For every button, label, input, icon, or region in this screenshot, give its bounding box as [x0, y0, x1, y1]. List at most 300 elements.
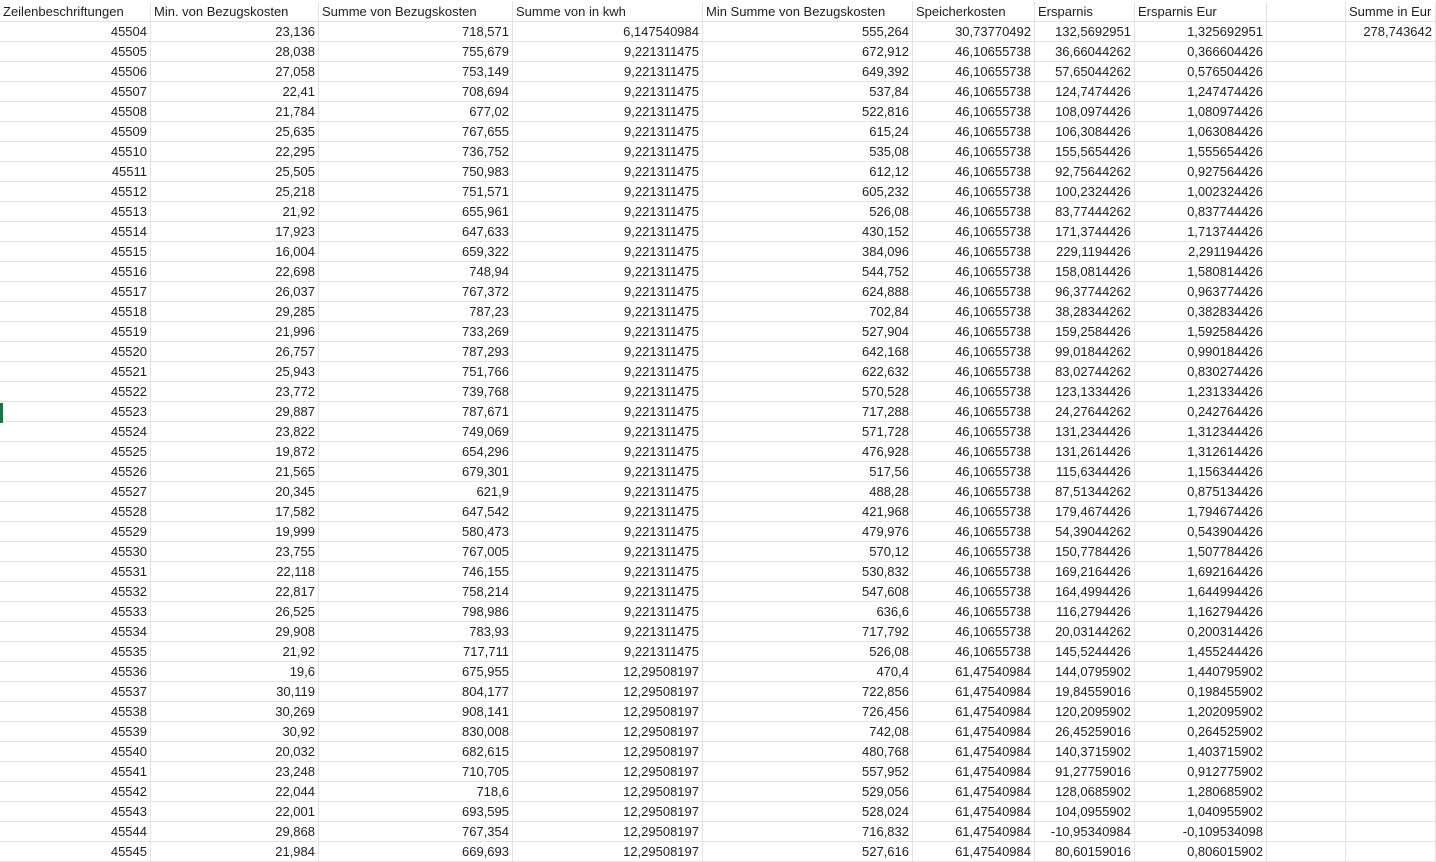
table-cell[interactable] [1267, 382, 1346, 402]
table-cell[interactable]: 0,927564426 [1135, 162, 1267, 182]
table-cell[interactable]: 12,29508197 [513, 822, 703, 842]
table-cell[interactable]: 12,29508197 [513, 702, 703, 722]
table-cell[interactable] [1346, 662, 1436, 682]
table-cell[interactable]: 605,232 [703, 182, 913, 202]
table-cell[interactable] [1346, 122, 1436, 142]
table-cell[interactable]: 46,10655738 [913, 482, 1035, 502]
table-cell[interactable]: 45531 [0, 562, 151, 582]
table-cell[interactable] [1346, 722, 1436, 742]
table-cell[interactable]: 80,60159016 [1035, 842, 1135, 862]
table-cell[interactable]: 30,119 [151, 682, 319, 702]
table-cell[interactable]: 45540 [0, 742, 151, 762]
table-cell[interactable]: 45523 [0, 402, 151, 422]
table-cell[interactable] [1267, 682, 1346, 702]
table-cell[interactable]: 46,10655738 [913, 382, 1035, 402]
table-cell[interactable]: 9,221311475 [513, 622, 703, 642]
table-cell[interactable]: 9,221311475 [513, 562, 703, 582]
table-cell[interactable] [1267, 602, 1346, 622]
table-cell[interactable]: 0,576504426 [1135, 62, 1267, 82]
table-cell[interactable]: -0,109534098 [1135, 822, 1267, 842]
table-cell[interactable]: 22,817 [151, 582, 319, 602]
table-cell[interactable]: 83,02744262 [1035, 362, 1135, 382]
table-cell[interactable]: 528,024 [703, 802, 913, 822]
table-cell[interactable] [1346, 402, 1436, 422]
table-cell[interactable]: 9,221311475 [513, 522, 703, 542]
table-cell[interactable]: 45527 [0, 482, 151, 502]
table-cell[interactable]: 45528 [0, 502, 151, 522]
table-cell[interactable]: 26,037 [151, 282, 319, 302]
table-cell[interactable]: 479,976 [703, 522, 913, 542]
table-cell[interactable]: 23,136 [151, 22, 319, 42]
table-cell[interactable]: 12,29508197 [513, 722, 703, 742]
table-cell[interactable]: 22,118 [151, 562, 319, 582]
table-cell[interactable]: 624,888 [703, 282, 913, 302]
table-cell[interactable]: 45536 [0, 662, 151, 682]
table-cell[interactable]: 45516 [0, 262, 151, 282]
table-cell[interactable]: 527,904 [703, 322, 913, 342]
table-cell[interactable]: 104,0955902 [1035, 802, 1135, 822]
table-cell[interactable]: 12,29508197 [513, 762, 703, 782]
table-cell[interactable]: 45541 [0, 762, 151, 782]
table-cell[interactable]: 38,28344262 [1035, 302, 1135, 322]
table-cell[interactable]: 749,069 [319, 422, 513, 442]
table-cell[interactable]: 787,293 [319, 342, 513, 362]
table-cell[interactable]: 96,37744262 [1035, 282, 1135, 302]
header-cell[interactable]: Summe in Eur [1346, 2, 1436, 22]
table-cell[interactable]: 767,372 [319, 282, 513, 302]
table-cell[interactable]: 710,705 [319, 762, 513, 782]
table-cell[interactable]: 45526 [0, 462, 151, 482]
table-cell[interactable]: 29,887 [151, 402, 319, 422]
table-cell[interactable] [1267, 402, 1346, 422]
table-cell[interactable]: 132,5692951 [1035, 22, 1135, 42]
table-cell[interactable]: 106,3084426 [1035, 122, 1135, 142]
table-cell[interactable]: 46,10655738 [913, 142, 1035, 162]
table-cell[interactable]: 61,47540984 [913, 722, 1035, 742]
table-cell[interactable]: 9,221311475 [513, 362, 703, 382]
table-cell[interactable]: 28,038 [151, 42, 319, 62]
table-cell[interactable]: 9,221311475 [513, 202, 703, 222]
table-cell[interactable]: 45517 [0, 282, 151, 302]
table-cell[interactable]: 61,47540984 [913, 802, 1035, 822]
table-cell[interactable]: 384,096 [703, 242, 913, 262]
table-cell[interactable]: 1,231334426 [1135, 382, 1267, 402]
table-cell[interactable] [1267, 142, 1346, 162]
table-cell[interactable]: 45535 [0, 642, 151, 662]
table-cell[interactable]: 0,382834426 [1135, 302, 1267, 322]
table-cell[interactable]: 787,671 [319, 402, 513, 422]
table-cell[interactable]: 9,221311475 [513, 482, 703, 502]
table-cell[interactable]: 669,693 [319, 842, 513, 862]
table-cell[interactable]: 45545 [0, 842, 151, 862]
table-cell[interactable] [1267, 362, 1346, 382]
table-cell[interactable] [1267, 642, 1346, 662]
table-cell[interactable]: 9,221311475 [513, 582, 703, 602]
table-cell[interactable]: 19,999 [151, 522, 319, 542]
table-cell[interactable]: 145,5244426 [1035, 642, 1135, 662]
table-cell[interactable] [1346, 522, 1436, 542]
table-cell[interactable]: 0,200314426 [1135, 622, 1267, 642]
table-cell[interactable]: 46,10655738 [913, 342, 1035, 362]
table-cell[interactable] [1346, 682, 1436, 702]
table-cell[interactable]: 677,02 [319, 102, 513, 122]
table-cell[interactable]: 45521 [0, 362, 151, 382]
table-cell[interactable]: 421,968 [703, 502, 913, 522]
table-cell[interactable]: 580,473 [319, 522, 513, 542]
table-cell[interactable]: 750,983 [319, 162, 513, 182]
table-cell[interactable]: 0,990184426 [1135, 342, 1267, 362]
table-cell[interactable]: 9,221311475 [513, 462, 703, 482]
table-cell[interactable]: 19,84559016 [1035, 682, 1135, 702]
table-cell[interactable]: 0,875134426 [1135, 482, 1267, 502]
table-cell[interactable]: 804,177 [319, 682, 513, 702]
table-cell[interactable]: 537,84 [703, 82, 913, 102]
table-cell[interactable]: 636,6 [703, 602, 913, 622]
table-cell[interactable] [1267, 202, 1346, 222]
table-cell[interactable] [1267, 222, 1346, 242]
table-cell[interactable] [1267, 182, 1346, 202]
table-cell[interactable] [1346, 162, 1436, 182]
header-cell[interactable]: Min Summe von Bezugskosten [703, 2, 913, 22]
table-cell[interactable]: 12,29508197 [513, 662, 703, 682]
table-cell[interactable]: 476,928 [703, 442, 913, 462]
table-cell[interactable]: 1,312344426 [1135, 422, 1267, 442]
table-cell[interactable]: 19,872 [151, 442, 319, 462]
table-cell[interactable]: 746,155 [319, 562, 513, 582]
table-cell[interactable] [1267, 662, 1346, 682]
table-cell[interactable]: 46,10655738 [913, 122, 1035, 142]
table-cell[interactable] [1267, 542, 1346, 562]
table-cell[interactable]: 29,285 [151, 302, 319, 322]
table-cell[interactable]: 1,555654426 [1135, 142, 1267, 162]
table-cell[interactable]: 535,08 [703, 142, 913, 162]
table-cell[interactable]: 755,679 [319, 42, 513, 62]
header-cell[interactable]: Ersparnis [1035, 2, 1135, 22]
table-cell[interactable] [1346, 362, 1436, 382]
table-cell[interactable] [1346, 422, 1436, 442]
table-cell[interactable]: 20,03144262 [1035, 622, 1135, 642]
table-cell[interactable] [1267, 302, 1346, 322]
table-cell[interactable]: 100,2324426 [1035, 182, 1135, 202]
spreadsheet-grid[interactable] [0, 2, 1436, 862]
table-cell[interactable]: 144,0795902 [1035, 662, 1135, 682]
table-cell[interactable]: 19,6 [151, 662, 319, 682]
table-cell[interactable]: 45524 [0, 422, 151, 442]
table-cell[interactable]: 87,51344262 [1035, 482, 1135, 502]
table-cell[interactable]: 12,29508197 [513, 682, 703, 702]
table-cell[interactable]: 26,525 [151, 602, 319, 622]
table-cell[interactable]: 1,063084426 [1135, 122, 1267, 142]
table-cell[interactable]: 753,149 [319, 62, 513, 82]
table-cell[interactable]: 24,27644262 [1035, 402, 1135, 422]
table-cell[interactable]: 99,01844262 [1035, 342, 1135, 362]
table-cell[interactable]: 45525 [0, 442, 151, 462]
table-cell[interactable] [1346, 802, 1436, 822]
table-cell[interactable]: 647,633 [319, 222, 513, 242]
table-cell[interactable] [1267, 822, 1346, 842]
table-cell[interactable]: 9,221311475 [513, 182, 703, 202]
table-cell[interactable] [1346, 462, 1436, 482]
table-cell[interactable]: 25,218 [151, 182, 319, 202]
table-cell[interactable]: 83,77444262 [1035, 202, 1135, 222]
table-cell[interactable]: 46,10655738 [913, 462, 1035, 482]
table-cell[interactable]: 169,2164426 [1035, 562, 1135, 582]
table-cell[interactable]: 45542 [0, 782, 151, 802]
table-cell[interactable]: 12,29508197 [513, 842, 703, 862]
table-cell[interactable]: 61,47540984 [913, 842, 1035, 862]
table-cell[interactable]: 46,10655738 [913, 542, 1035, 562]
table-cell[interactable]: 726,456 [703, 702, 913, 722]
table-cell[interactable]: 1,713744426 [1135, 222, 1267, 242]
table-cell[interactable]: 45513 [0, 202, 151, 222]
table-cell[interactable] [1346, 482, 1436, 502]
table-cell[interactable] [1267, 242, 1346, 262]
table-cell[interactable]: 430,152 [703, 222, 913, 242]
table-cell[interactable]: 647,542 [319, 502, 513, 522]
table-cell[interactable]: 46,10655738 [913, 222, 1035, 242]
table-cell[interactable]: 748,94 [319, 262, 513, 282]
table-cell[interactable]: 767,354 [319, 822, 513, 842]
table-cell[interactable]: 9,221311475 [513, 342, 703, 362]
table-cell[interactable]: 22,044 [151, 782, 319, 802]
table-cell[interactable]: 45539 [0, 722, 151, 742]
table-cell[interactable] [1346, 542, 1436, 562]
table-cell[interactable]: 61,47540984 [913, 782, 1035, 802]
table-cell[interactable] [1267, 322, 1346, 342]
table-cell[interactable]: 9,221311475 [513, 382, 703, 402]
table-cell[interactable]: 45530 [0, 542, 151, 562]
table-cell[interactable]: 702,84 [703, 302, 913, 322]
table-cell[interactable] [1267, 342, 1346, 362]
table-cell[interactable]: 767,005 [319, 542, 513, 562]
table-cell[interactable]: 158,0814426 [1035, 262, 1135, 282]
table-cell[interactable]: 1,692164426 [1135, 562, 1267, 582]
table-cell[interactable]: 22,001 [151, 802, 319, 822]
table-cell[interactable]: 21,784 [151, 102, 319, 122]
table-cell[interactable]: 0,806015902 [1135, 842, 1267, 862]
table-cell[interactable]: 29,868 [151, 822, 319, 842]
table-cell[interactable]: 46,10655738 [913, 422, 1035, 442]
table-cell[interactable] [1346, 242, 1436, 262]
table-cell[interactable]: 61,47540984 [913, 682, 1035, 702]
table-cell[interactable]: 612,12 [703, 162, 913, 182]
table-cell[interactable]: 45520 [0, 342, 151, 362]
table-cell[interactable]: 570,12 [703, 542, 913, 562]
table-cell[interactable] [1346, 602, 1436, 622]
table-cell[interactable]: 115,6344426 [1035, 462, 1135, 482]
table-cell[interactable]: 787,23 [319, 302, 513, 322]
table-cell[interactable]: 1,312614426 [1135, 442, 1267, 462]
table-cell[interactable] [1346, 822, 1436, 842]
table-cell[interactable]: 733,269 [319, 322, 513, 342]
table-cell[interactable]: 798,986 [319, 602, 513, 622]
table-cell[interactable] [1346, 342, 1436, 362]
table-cell[interactable] [1267, 102, 1346, 122]
table-cell[interactable]: 46,10655738 [913, 442, 1035, 462]
table-cell[interactable]: 45529 [0, 522, 151, 542]
table-cell[interactable]: 23,822 [151, 422, 319, 442]
table-cell[interactable]: 9,221311475 [513, 422, 703, 442]
table-cell[interactable]: 555,264 [703, 22, 913, 42]
table-cell[interactable] [1267, 462, 1346, 482]
header-cell[interactable]: Speicherkosten [913, 2, 1035, 22]
table-cell[interactable]: 26,757 [151, 342, 319, 362]
table-cell[interactable]: 12,29508197 [513, 782, 703, 802]
table-cell[interactable]: 61,47540984 [913, 822, 1035, 842]
table-cell[interactable]: 57,65044262 [1035, 62, 1135, 82]
table-cell[interactable]: 54,39044262 [1035, 522, 1135, 542]
table-cell[interactable]: 23,755 [151, 542, 319, 562]
table-cell[interactable]: 46,10655738 [913, 362, 1035, 382]
table-cell[interactable] [1267, 282, 1346, 302]
table-cell[interactable]: 722,856 [703, 682, 913, 702]
table-cell[interactable] [1267, 582, 1346, 602]
table-cell[interactable]: 140,3715902 [1035, 742, 1135, 762]
table-cell[interactable]: 517,56 [703, 462, 913, 482]
table-cell[interactable]: 1,280685902 [1135, 782, 1267, 802]
table-cell[interactable]: 108,0974426 [1035, 102, 1135, 122]
table-cell[interactable]: 9,221311475 [513, 162, 703, 182]
table-cell[interactable]: 120,2095902 [1035, 702, 1135, 722]
table-cell[interactable]: 123,1334426 [1035, 382, 1135, 402]
table-cell[interactable]: 61,47540984 [913, 762, 1035, 782]
table-cell[interactable]: 30,92 [151, 722, 319, 742]
table-cell[interactable]: 526,08 [703, 202, 913, 222]
table-cell[interactable]: 61,47540984 [913, 742, 1035, 762]
table-cell[interactable]: 655,961 [319, 202, 513, 222]
table-cell[interactable]: 27,058 [151, 62, 319, 82]
table-cell[interactable]: 46,10655738 [913, 622, 1035, 642]
table-cell[interactable]: 46,10655738 [913, 62, 1035, 82]
table-cell[interactable] [1267, 842, 1346, 862]
table-cell[interactable]: 9,221311475 [513, 102, 703, 122]
table-cell[interactable] [1346, 762, 1436, 782]
table-cell[interactable]: 21,565 [151, 462, 319, 482]
table-cell[interactable]: 36,66044262 [1035, 42, 1135, 62]
table-cell[interactable]: 45532 [0, 582, 151, 602]
table-cell[interactable]: 92,75644262 [1035, 162, 1135, 182]
table-cell[interactable]: 46,10655738 [913, 402, 1035, 422]
table-cell[interactable]: -10,95340984 [1035, 822, 1135, 842]
table-cell[interactable]: 1,403715902 [1135, 742, 1267, 762]
table-cell[interactable]: 9,221311475 [513, 42, 703, 62]
table-cell[interactable]: 0,366604426 [1135, 42, 1267, 62]
table-cell[interactable]: 0,198455902 [1135, 682, 1267, 702]
table-cell[interactable] [1346, 222, 1436, 242]
table-cell[interactable]: 679,301 [319, 462, 513, 482]
table-cell[interactable]: 17,582 [151, 502, 319, 522]
table-cell[interactable] [1267, 122, 1346, 142]
table-cell[interactable]: 1,794674426 [1135, 502, 1267, 522]
table-cell[interactable]: 736,752 [319, 142, 513, 162]
table-cell[interactable] [1267, 782, 1346, 802]
table-cell[interactable]: 717,288 [703, 402, 913, 422]
table-cell[interactable]: 9,221311475 [513, 602, 703, 622]
table-cell[interactable]: 16,004 [151, 242, 319, 262]
table-cell[interactable]: 45509 [0, 122, 151, 142]
table-cell[interactable]: 571,728 [703, 422, 913, 442]
table-cell[interactable]: 544,752 [703, 262, 913, 282]
table-cell[interactable]: 1,440795902 [1135, 662, 1267, 682]
table-cell[interactable]: 45544 [0, 822, 151, 842]
table-cell[interactable]: 1,325692951 [1135, 22, 1267, 42]
table-cell[interactable]: 9,221311475 [513, 402, 703, 422]
table-cell[interactable]: 1,247474426 [1135, 82, 1267, 102]
table-cell[interactable]: 758,214 [319, 582, 513, 602]
table-cell[interactable]: 26,45259016 [1035, 722, 1135, 742]
table-cell[interactable]: 45537 [0, 682, 151, 702]
table-cell[interactable]: 23,772 [151, 382, 319, 402]
table-cell[interactable]: 9,221311475 [513, 242, 703, 262]
table-cell[interactable]: 1,507784426 [1135, 542, 1267, 562]
table-cell[interactable]: 124,7474426 [1035, 82, 1135, 102]
table-cell[interactable] [1267, 742, 1346, 762]
table-cell[interactable]: 45505 [0, 42, 151, 62]
table-cell[interactable] [1346, 202, 1436, 222]
table-cell[interactable] [1267, 42, 1346, 62]
table-cell[interactable]: 1,156344426 [1135, 462, 1267, 482]
table-cell[interactable] [1267, 762, 1346, 782]
table-cell[interactable] [1346, 142, 1436, 162]
table-cell[interactable] [1346, 442, 1436, 462]
table-cell[interactable] [1346, 182, 1436, 202]
table-cell[interactable]: 45534 [0, 622, 151, 642]
table-cell[interactable]: 46,10655738 [913, 282, 1035, 302]
table-cell[interactable]: 9,221311475 [513, 322, 703, 342]
table-cell[interactable] [1267, 802, 1346, 822]
table-cell[interactable] [1267, 702, 1346, 722]
table-cell[interactable]: 46,10655738 [913, 242, 1035, 262]
table-cell[interactable]: 46,10655738 [913, 322, 1035, 342]
table-cell[interactable]: 0,837744426 [1135, 202, 1267, 222]
table-cell[interactable]: 46,10655738 [913, 42, 1035, 62]
table-cell[interactable]: 9,221311475 [513, 282, 703, 302]
table-cell[interactable]: 557,952 [703, 762, 913, 782]
table-cell[interactable]: 61,47540984 [913, 662, 1035, 682]
header-cell[interactable]: Ersparnis Eur [1135, 2, 1267, 22]
table-cell[interactable]: 46,10655738 [913, 302, 1035, 322]
table-cell[interactable]: 0,912775902 [1135, 762, 1267, 782]
table-cell[interactable]: 1,162794426 [1135, 602, 1267, 622]
table-cell[interactable]: 9,221311475 [513, 82, 703, 102]
table-cell[interactable]: 45538 [0, 702, 151, 722]
table-cell[interactable]: 22,295 [151, 142, 319, 162]
table-cell[interactable]: 9,221311475 [513, 122, 703, 142]
table-cell[interactable]: 718,6 [319, 782, 513, 802]
table-cell[interactable]: 116,2794426 [1035, 602, 1135, 622]
table-cell[interactable]: 529,056 [703, 782, 913, 802]
table-cell[interactable]: 131,2614426 [1035, 442, 1135, 462]
table-cell[interactable] [1346, 262, 1436, 282]
table-cell[interactable]: 751,766 [319, 362, 513, 382]
table-cell[interactable]: 9,221311475 [513, 302, 703, 322]
table-cell[interactable]: 1,002324426 [1135, 182, 1267, 202]
table-cell[interactable]: 45514 [0, 222, 151, 242]
table-cell[interactable]: 570,528 [703, 382, 913, 402]
table-cell[interactable]: 480,768 [703, 742, 913, 762]
table-cell[interactable] [1346, 582, 1436, 602]
header-cell[interactable]: Summe von Bezugskosten [319, 2, 513, 22]
table-cell[interactable]: 716,832 [703, 822, 913, 842]
table-cell[interactable] [1346, 702, 1436, 722]
table-cell[interactable]: 46,10655738 [913, 562, 1035, 582]
table-cell[interactable] [1346, 42, 1436, 62]
table-cell[interactable]: 693,595 [319, 802, 513, 822]
table-cell[interactable]: 6,147540984 [513, 22, 703, 42]
table-cell[interactable]: 522,816 [703, 102, 913, 122]
table-cell[interactable]: 830,008 [319, 722, 513, 742]
table-cell[interactable]: 642,168 [703, 342, 913, 362]
